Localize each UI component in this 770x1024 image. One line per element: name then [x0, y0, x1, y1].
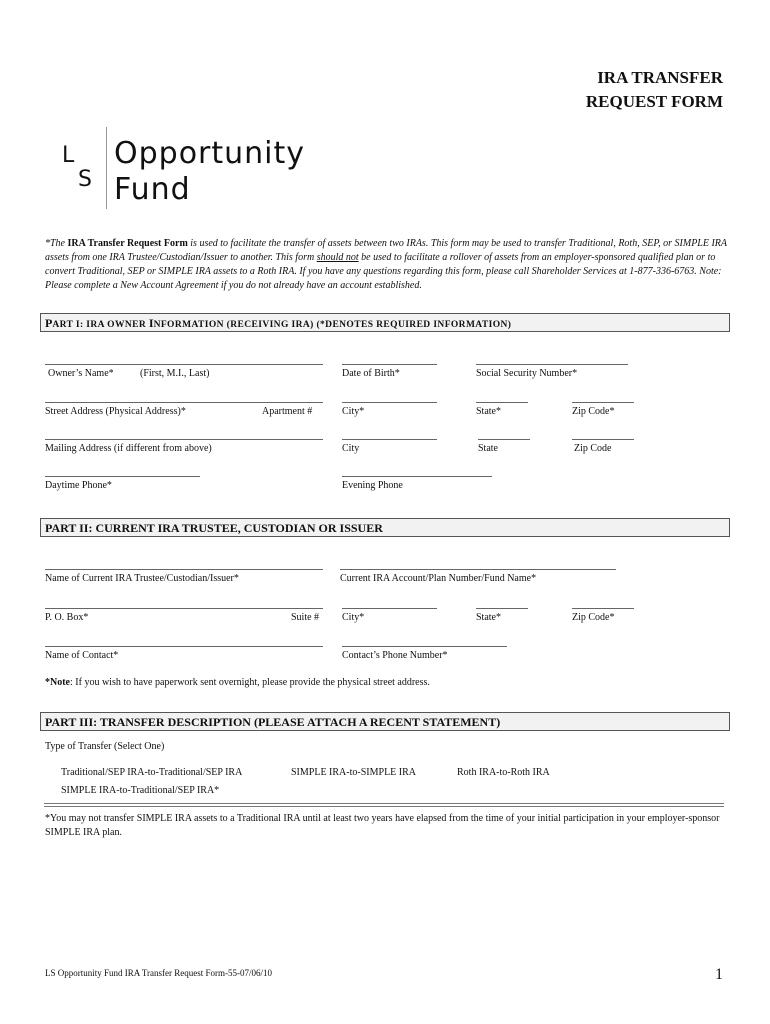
account-number-field[interactable] [340, 569, 616, 570]
evening-phone-label: Evening Phone [342, 480, 403, 491]
simple-footnote: *You may not transfer SIMPLE IRA assets to a Traditional IRA until at least two years have elapsed from the time of your initial participation in your employer-sponsor SIMPLE IRA plan. [45, 813, 720, 838]
mailing-city-field[interactable] [342, 439, 437, 440]
intro-emphasis: should not [316, 252, 359, 263]
daytime-phone-label: Daytime Phone* [45, 480, 112, 491]
intro-text-2: is used to facilitate the transfer of assets between two IRAs. This form may be used to transfer Traditional, Roth, SEP, or SIMPLE IRA assets from one IRA Trustee/Custodian/Issuer to another. This form [45, 238, 727, 263]
state-label: State* [476, 406, 501, 417]
trustee-state-field[interactable] [476, 608, 528, 609]
logo-letter-s: S [78, 167, 92, 192]
note-label: *Note [45, 677, 70, 688]
trustee-state-label: State* [476, 612, 501, 623]
part1-header [40, 313, 730, 332]
mailing-zip-field[interactable] [572, 439, 634, 440]
state-field[interactable] [476, 402, 528, 403]
contact-phone-label: Contact’s Phone Number* [342, 650, 448, 661]
city-label: City* [342, 406, 365, 417]
zip-field[interactable] [572, 402, 634, 403]
intro-text-1: *The [45, 238, 68, 249]
trustee-city-field[interactable] [342, 608, 437, 609]
logo-letter-l: L [62, 143, 75, 168]
evening-phone-field[interactable] [342, 476, 492, 477]
option-roth-to-roth[interactable]: Roth IRA-to-Roth IRA [457, 767, 550, 778]
trustee-name-field[interactable] [45, 569, 323, 570]
trustee-name-label: Name of Current IRA Trustee/Custodian/Issuer* [45, 573, 239, 584]
page-number: 1 [715, 966, 723, 983]
part1-title-e: NFORMATION (RECEIVING IRA) (*DENOTES REQUIRED INFORMATION) [153, 320, 512, 330]
section-divider-2 [44, 806, 724, 807]
dob-label: Date of Birth* [342, 368, 400, 379]
street-address-label: Street Address (Physical Address)* [45, 406, 186, 417]
ssn-label: Social Security Number* [476, 368, 578, 379]
note-text: : If you wish to have paperwork sent overnight, please provide the physical street address. [70, 677, 430, 688]
daytime-phone-field[interactable] [45, 476, 200, 477]
mailing-address-field[interactable] [45, 439, 323, 440]
po-box-label: P. O. Box* [45, 612, 89, 623]
trustee-zip-label: Zip Code* [572, 612, 615, 623]
part2-header: PART II: CURRENT IRA TRUSTEE, CUSTODIAN OR ISSUER [40, 518, 730, 537]
zip-label: Zip Code* [572, 406, 615, 417]
contact-name-field[interactable] [45, 646, 323, 647]
form-identifier: LS Opportunity Fund IRA Transfer Request Form-55-07/06/10 [45, 968, 273, 978]
apartment-label: Apartment # [262, 406, 313, 417]
trustee-zip-field[interactable] [572, 608, 634, 609]
intro-form-name: IRA Transfer Request Form [67, 238, 188, 249]
option-simple-to-simple[interactable]: SIMPLE IRA-to-SIMPLE IRA [291, 767, 417, 778]
part1-title-d: I [148, 316, 154, 330]
intro-text-3: be used to facilitate a rollover of assets from an employer-sponsored qualified plan or to convert Traditional, SEP or SIMPLE IRA assets to a Roth IRA. If you have any questions regarding this form, please call Shareholder Services at 1-877-336-6763. Note: Please complete a New Account Agreement if you do not already have an account established. [45, 252, 722, 291]
ssn-field[interactable] [476, 364, 628, 365]
contact-name-label: Name of Contact* [45, 650, 119, 661]
transfer-type-label: Type of Transfer (Select One) [45, 741, 165, 752]
part1-title-a: P [45, 316, 53, 330]
form-title-line1: IRA TRANSFER [597, 68, 723, 87]
account-number-label: Current IRA Account/Plan Number/Fund Name* [340, 573, 537, 584]
logo-word-fund: Fund [114, 172, 191, 207]
owner-name-field[interactable] [45, 364, 323, 365]
part1-title-c: WNER [114, 320, 149, 330]
city-field[interactable] [342, 402, 437, 403]
dob-field[interactable] [342, 364, 437, 365]
intro-paragraph [45, 237, 730, 293]
suite-label: Suite # [291, 612, 320, 623]
logo-divider [106, 127, 107, 209]
form-title-line2: REQUEST FORM [585, 92, 723, 111]
street-address-field[interactable] [45, 402, 323, 403]
logo-word-opportunity: Opportunity [114, 136, 306, 171]
trustee-city-label: City* [342, 612, 365, 623]
mailing-address-label: Mailing Address (if different from above) [45, 443, 212, 454]
mailing-zip-label: Zip Code [574, 443, 612, 454]
section-divider [44, 803, 724, 804]
mailing-city-label: City [342, 443, 360, 454]
contact-phone-field[interactable] [342, 646, 507, 647]
overnight-note [45, 677, 430, 688]
part3-header: PART III: TRANSFER DESCRIPTION (PLEASE ATTACH A RECENT STATEMENT) [40, 712, 730, 731]
mailing-state-field[interactable] [478, 439, 530, 440]
mailing-state-label: State [478, 443, 498, 454]
option-traditional-sep[interactable]: Traditional/SEP IRA-to-Traditional/SEP IRA [61, 767, 243, 778]
option-simple-to-traditional[interactable]: SIMPLE IRA-to-Traditional/SEP IRA* [61, 785, 220, 796]
form-title [586, 66, 723, 114]
name-format-label: (First, M.I., Last) [140, 368, 210, 379]
po-box-field[interactable] [45, 608, 323, 609]
owner-name-label: Owner’s Name* [48, 368, 114, 379]
part1-title-b: ART I: IRA O [52, 320, 115, 330]
